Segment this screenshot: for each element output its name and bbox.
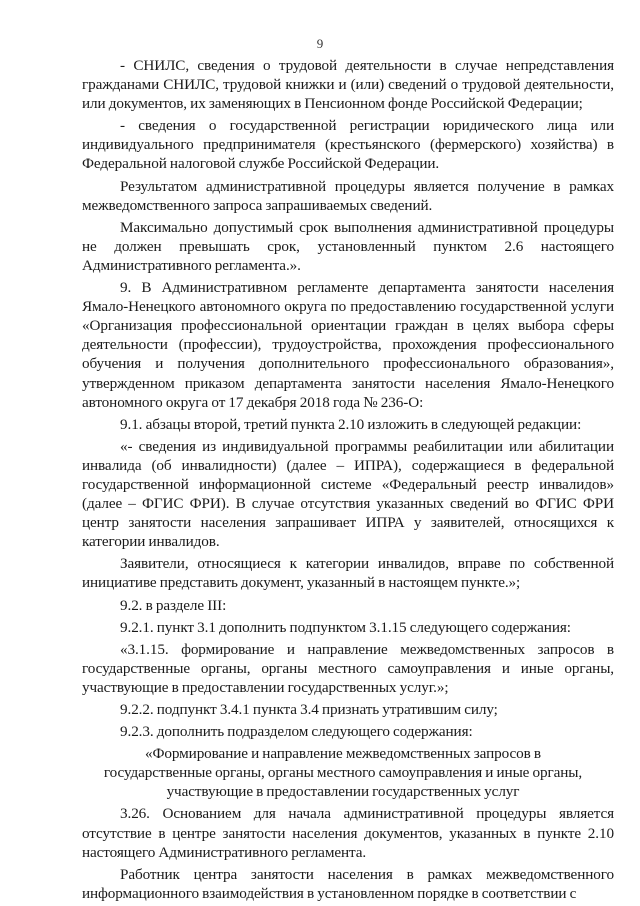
paragraph-item-9-2-2: 9.2.2. подпункт 3.4.1 пункта 3.4 признать утратившим силу; [120, 701, 498, 718]
paragraph-ipra: «- сведения из индивидуальной программы реабилитации или абилитации инвалида (об инвалидности) (далее – ИПРА), содержащиеся в федеральной государственной информационной системе «Федеральный реестр инвалидов» (далее – ФГИС ФРИ). В случае отсутствия указанных сведений во ФГИС ФРИ центр занятости населения запрашивает ИПРА у заявителей, относящихся к категории инвалидов. [82, 437, 614, 551]
paragraph-item-3-1-15: «3.1.15. формирование и направление межведомственных запросов в государственные органы, органы местного самоуправления и иные органы, участвующие в предоставлении государственных услуг.»; [82, 640, 614, 696]
paragraph-employee: Работник центра занятости населения в рамках межведомственного информационного взаимодействия в установленном порядке в соответствии с [82, 865, 614, 902]
paragraph-state-registration: - сведения о государственной регистрации юридического лица или индивидуального предпринимателя (крестьянского (фермерского) хозяйства) в Федеральной налоговой службе Российской Федерации. [82, 117, 614, 173]
paragraph-applicants: Заявители, относящиеся к категории инвалидов, вправе по собственной инициативе представить документ, указанный в настоящем пункте.»; [82, 555, 614, 592]
paragraph-item-9-2-1: 9.2.1. пункт 3.1 дополнить подпунктом 3.1.15 следующего содержания: [120, 618, 571, 636]
page-number: 9 [316, 36, 324, 51]
paragraph-snils: - СНИЛС, сведения о трудовой деятельности в случае непредставления гражданами СНИЛС, трудовой книжки и (или) сведений о трудовой деятельности, или документов, их заменяющих в Пенсионном фонде Российской Федерации; [82, 57, 614, 113]
paragraph-item-3-26: 3.26. Основанием для начала административной процедуры является отсутствие в центре занятости населения документов, указанных в пункте 2.10 настоящего Административного регламента. [82, 805, 614, 861]
paragraph-item-9-2-3: 9.2.3. дополнить подразделом следующего содержания: [120, 723, 473, 741]
subsection-heading: «Формирование и направление межведомственных запросов в государственные органы, органы местного самоуправления и иные органы, участвующие в предоставлении государственных услуг [103, 745, 583, 801]
paragraph-item-9-1: 9.1. абзацы второй, третий пункта 2.10 изложить в следующей редакции: [120, 415, 582, 433]
paragraph-item-9-2: 9.2. в разделе III: [120, 596, 227, 614]
paragraph-result: Результатом административной процедуры является получение в рамках межведомственного запроса запрашиваемых сведений. [82, 177, 614, 214]
paragraph-max-term: Максимально допустимый срок выполнения административной процедуры не должен превышать срок, установленный пунктом 2.6 настоящего Административного регламента.». [82, 218, 614, 274]
document-body [82, 56, 614, 906]
paragraph-item-9: 9. В Административном регламенте департамента занятости населения Ямало-Ненецкого автономного округа по предоставлению государственной услуги «Организация профессиональной ориентации граждан в целях выбора сферы деятельности (профессии), трудоустройства, прохождения профессионального обучения и получения дополнительного профессионального образования», утвержденном приказом департамента занятости населения Ямало-Ненецкого автономного округа от 17 декабря 2018 года № 236-О: [82, 279, 614, 411]
